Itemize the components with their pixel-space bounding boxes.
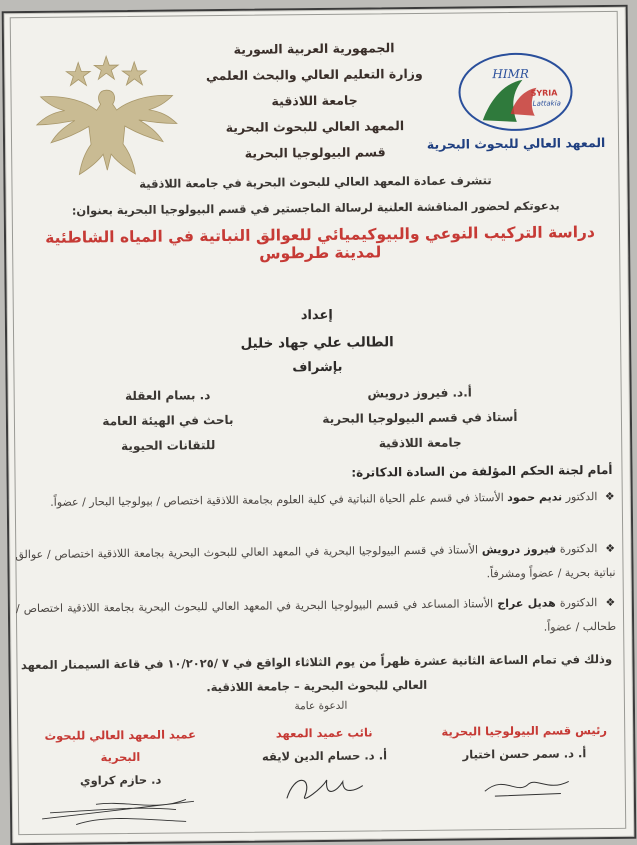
bullet-icon: ❖ bbox=[605, 595, 616, 610]
member-name: هديل عراج bbox=[497, 596, 556, 611]
member-name: فيروز درويش bbox=[481, 542, 557, 557]
header-country: الجمهورية العربية السورية bbox=[233, 40, 395, 57]
signature-dean bbox=[25, 723, 216, 837]
defense-time-line-1: وذلك في تمام الساعة الثانية عشرة ظهراً من يوم الثلاثاء الواقع في ٧ /١٠/٢٠٢٥ في قاعة السيمنار المعهد bbox=[20, 651, 613, 673]
supervisor-co-name: د. بسام العقلة bbox=[124, 388, 211, 404]
bullet-icon: ❖ bbox=[605, 541, 616, 556]
supervisor-main bbox=[310, 380, 531, 457]
defense-time-line-2: العالي للبحوث البحرية – جامعة اللاذقية. bbox=[206, 677, 428, 695]
signature-name: أ. د. حسام الدين لايقه bbox=[261, 748, 388, 764]
intro-line-1: تتشرف عمادة المعهد العالي للبحوث البحرية في جامعة اللاذقية bbox=[139, 173, 492, 191]
supervisor-co bbox=[68, 383, 269, 460]
logo-syria: SYRIA bbox=[530, 88, 558, 98]
signature-title: نائب عميد المعهد bbox=[275, 725, 373, 741]
member-description: الأستاذ المساعد في قسم البيولوجيا البحرية في المعهد العالي للبحوث البحرية بجامعة اللاذقية اختصاص / طحالب / عضواً. bbox=[15, 597, 617, 634]
member-prefix: الدكتورة bbox=[559, 542, 598, 556]
member-prefix: الدكتور bbox=[565, 490, 598, 504]
member-description: الأستاذ في قسم علم الحياة النباتية في كلية العلوم بجامعة اللاذقية اختصاص / بيولوجيا البحار / عضواً. bbox=[50, 491, 504, 509]
invitation-document bbox=[2, 5, 637, 845]
official-header bbox=[184, 35, 445, 168]
signature-scribble-icon bbox=[265, 767, 385, 808]
signature-scribble-icon bbox=[465, 765, 585, 806]
supervisor-main-name: أ.د. فيروز درويش bbox=[367, 385, 472, 401]
supervisor-main-university: جامعة اللاذقية bbox=[378, 435, 462, 451]
logo-arabic-name: المعهد العالي للبحوث البحرية bbox=[426, 134, 606, 152]
defense-time bbox=[16, 647, 616, 701]
member-description: الأستاذ في قسم البيولوجيا البحرية في المعهد العالي للبحوث البحرية بجامعة اللاذقية اختصاص / عوالق نباتية بحرية / عضواً ومشرفاً. bbox=[15, 543, 616, 581]
committee-heading: أمام لجنة الحكم المؤلفة من السادة الدكاترة: bbox=[351, 462, 613, 480]
committee-member bbox=[15, 537, 615, 591]
signature-name: د. حازم كراوي bbox=[79, 772, 162, 788]
signature-department-head bbox=[429, 719, 620, 811]
header-university: جامعة اللاذقية bbox=[271, 92, 358, 109]
supervisor-co-organization: للتقانات الحيوية bbox=[121, 438, 216, 454]
institute-logo-icon bbox=[426, 43, 606, 160]
header-ministry: وزارة التعليم العالي والبحث العلمي bbox=[205, 65, 423, 84]
public-invitation: الدعوة عامة bbox=[294, 699, 348, 713]
committee-member bbox=[16, 591, 616, 645]
header-department: قسم البيولوجيا البحرية bbox=[244, 144, 386, 161]
signature-title: رئيس قسم البيولوجيا البحرية bbox=[441, 723, 608, 739]
member-prefix: الدكتورة bbox=[559, 596, 598, 610]
supervisor-co-position: باحث في الهيئة العامة bbox=[102, 412, 234, 429]
logo-city: Lattakia bbox=[532, 99, 561, 108]
student-name: الطالب علي جهاد خليل bbox=[240, 334, 394, 352]
signature-scribble-icon bbox=[36, 791, 206, 833]
header-institute: المعهد العالي للبحوث البحرية bbox=[225, 118, 405, 135]
supervisor-main-position: أستاذ في قسم البيولوجيا البحرية bbox=[322, 409, 518, 426]
logo-acronym: HIMR bbox=[492, 66, 529, 82]
supervision-label: بإشراف bbox=[292, 359, 343, 376]
thesis-title: دراسة التركيب النوعي والبيوكيميائي للعوالق النباتية في المياه الشاطئية لمدينة طرطوس bbox=[45, 223, 595, 263]
prepared-by-label: إعداد bbox=[300, 307, 333, 324]
intro-line-2: بدعوتكم لحضور المناقشة العلنية لرسالة الماجستير في قسم البيولوجيا البحرية بعنوان: bbox=[71, 198, 560, 218]
signature-name: أ. د. سمر حسن اختيار bbox=[462, 746, 587, 762]
member-name: نديم حمود bbox=[507, 490, 563, 505]
bullet-icon: ❖ bbox=[604, 489, 615, 504]
signature-vice-dean bbox=[229, 721, 420, 813]
eagle-emblem-icon bbox=[26, 51, 187, 183]
signature-title: عميد المعهد العالي للبحوث البحرية bbox=[44, 727, 197, 765]
